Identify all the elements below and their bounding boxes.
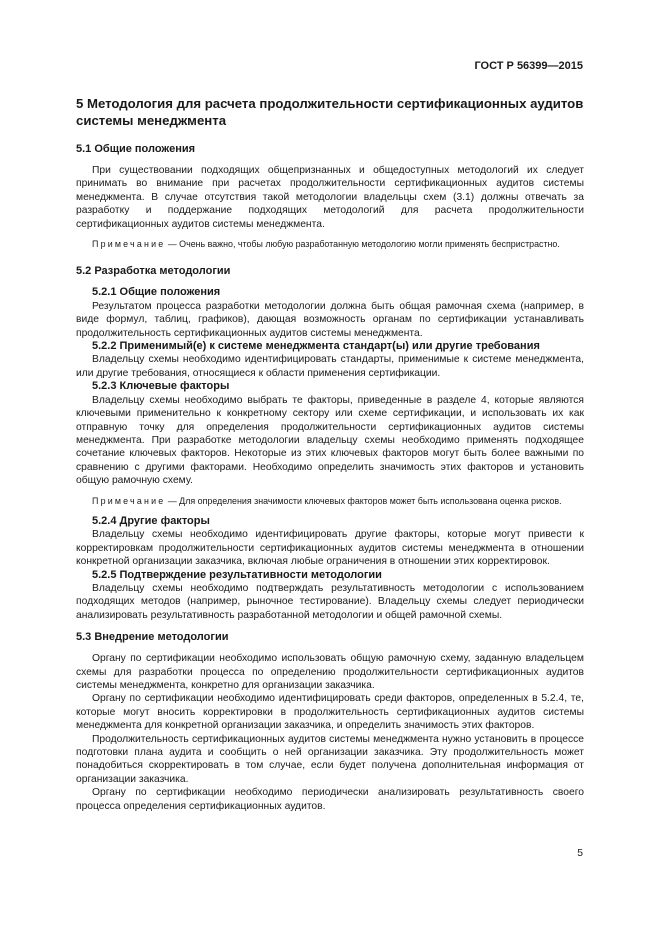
note-text: — Очень важно, чтобы любую разработанную методологию могли применять беспристрастно. — [165, 239, 560, 250]
note-label: Примечание — [92, 239, 166, 250]
section-5-2-4-paragraph: Владельцу схемы необходимо идентифицировать другие факторы, которые могут привести к корректировкам продолжительности сертификационных аудитов системы менеджмента в отношении конкретной организации заказчика, включая любые ограничения в отношении этих корректировок. — [76, 529, 584, 568]
section-5-3-paragraph-4: Органу по сертификации необходимо периодически анализировать результативность своего процесса определения сертификационных аудитов. — [76, 787, 584, 812]
section-5-2-4-title: 5.2.4 Другие факторы — [92, 514, 210, 527]
section-5-1-paragraph: При существовании подходящих общепризнанных и общедоступных методологий их следует принимать во внимание при расчетах продолжительности сертификационных аудитов системы менеджмента. В случае отсутствия такой методологии владельцы схем (3.1) должны отвечать за разработку и поддержание подходящих методологий для расчета продолжительности сертификационных аудитов системы менеджмента. — [76, 165, 584, 230]
section-5-2-title: 5.2 Разработка методологии — [76, 265, 231, 278]
section-5-2-3-paragraph: Владельцу схемы необходимо выбрать те факторы, приведенные в разделе 4, которые являются ключевыми применительно к конкретному сектору или схеме сертификации, и использовать их как отправную точку для определения продолжительности сертификационных аудитов системы менеджмента. При разработке методологии владельцу схемы необходимо применять подходящее сочетание ключевых факторов. Некоторые из этих ключевых факторов могут быть более важными по сравнению с другими факторами. Необходимо определить значимость этих факторов и установить общую рамочную схему. — [76, 394, 584, 487]
section-5-2-2-paragraph: Владельцу схемы необходимо идентифицировать стандарты, применимые к системе менеджмента, или другие требования, относящиеся к области применения сертификации. — [76, 354, 584, 379]
page-number: 5 — [577, 848, 583, 859]
note-text: — Для определения значимости ключевых факторов может быть использована оценка рисков. — [165, 495, 562, 506]
page-content — [76, 95, 584, 813]
section-5-3-paragraph-3: Продолжительность сертификационных аудитов системы менеджмента нужно установить в процессе подготовки плана аудита и сообщить о ней организации заказчика. Эту продолжительность может понадобиться скорректировать в том случае, если будет получена дополнительная информация от организации заказчика. — [76, 733, 584, 785]
section-5-2-5-title: 5.2.5 Подтверждение результативности методологии — [92, 568, 382, 581]
section-5-title: 5 Методология для расчета продолжительности сертификационных аудитов системы менеджмента — [76, 96, 584, 128]
section-5-2-2-title: 5.2.2 Применимый(е) к системе менеджмента стандарт(ы) или другие требования — [92, 340, 540, 353]
note-5-2-3 — [76, 495, 584, 507]
note-label: Примечание — [92, 495, 166, 506]
standard-header: ГОСТ Р 56399—2015 — [474, 60, 583, 72]
section-5-3-paragraph-2: Органу по сертификации необходимо идентифицировать среди факторов, определенных в 5.2.4, те, которые могут вносить корректировки в продолжительность сертификационных аудитов системы менеджмента для конкретной организации заказчика, и определить значимость этих факторов. — [76, 693, 584, 732]
section-5-2-5-paragraph: Владельцу схемы необходимо подтверждать результативность методологии с использованием подходящих методов (например, рыночное тестирование). Владельцу схемы следует периодически анализировать результативность разработанной методологии и общей рамочной схемы. — [76, 582, 584, 621]
section-5-3-title: 5.3 Внедрение методологии — [76, 631, 229, 644]
section-5-1-title: 5.1 Общие положения — [76, 143, 196, 155]
section-5-2-3-title: 5.2.3 Ключевые факторы — [92, 380, 230, 393]
section-5-2-1-paragraph: Результатом процесса разработки методологии должна быть общая рамочная схема (например, в виде формул, таблиц, графиков), дающая возможность органам по сертификации устанавливать продолжительность сертификационных аудитов системы менеджмента. — [76, 300, 584, 339]
note-5-1 — [76, 238, 584, 250]
section-5-2-1-title: 5.2.1 Общие положения — [92, 286, 221, 299]
section-5-3-paragraph-1: Органу по сертификации необходимо использовать общую рамочную схему, заданную владельцем схемы для разработки процесса по определению продолжительности сертификационных аудитов системы менеджмента, конкретно для организации заказчика. — [76, 653, 584, 691]
